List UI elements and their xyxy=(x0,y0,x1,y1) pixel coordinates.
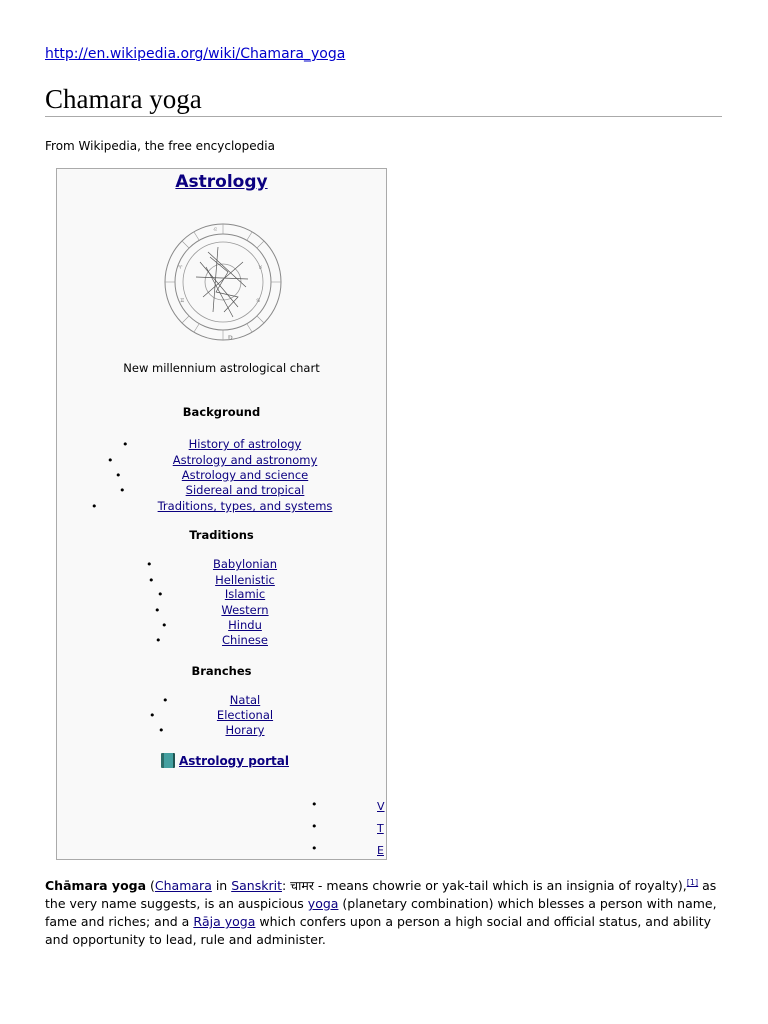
bullet: • xyxy=(146,558,153,571)
section-heading-traditions: Traditions xyxy=(189,528,254,542)
nav-view-link[interactable]: V xyxy=(377,800,385,813)
reference-link[interactable]: [1] xyxy=(686,877,699,887)
bullet: • xyxy=(107,454,114,467)
link-electional[interactable]: Electional xyxy=(216,708,274,722)
bullet: • xyxy=(161,619,168,632)
link-hellenistic[interactable]: Hellenistic xyxy=(215,573,275,587)
page-tagline: From Wikipedia, the free encyclopedia xyxy=(45,139,275,153)
article-text: ( xyxy=(146,878,155,893)
bullet: • xyxy=(311,798,318,811)
link-natal[interactable]: Natal xyxy=(229,693,261,707)
bullet: • xyxy=(162,694,169,707)
bullet: • xyxy=(311,820,318,833)
link-yoga[interactable]: yoga xyxy=(307,896,339,911)
svg-text:♊: ♊ xyxy=(180,298,185,304)
svg-text:♋: ♋ xyxy=(256,298,261,304)
book-icon xyxy=(161,753,175,768)
astrology-infobox xyxy=(56,168,387,860)
link-western[interactable]: Western xyxy=(221,603,269,617)
infobox-caption: New millennium astrological chart xyxy=(123,361,320,375)
bullet: • xyxy=(119,484,126,497)
infobox-title-link[interactable]: Astrology xyxy=(175,172,268,192)
nav-talk-link[interactable]: T xyxy=(377,822,384,835)
bullet: • xyxy=(154,604,161,617)
link-chamara[interactable]: Chamara xyxy=(154,878,212,893)
page-title: Chamara yoga xyxy=(45,84,722,117)
article-text: (planetary combination) which blesses a person with name, fame and riches; and a xyxy=(45,896,717,929)
bullet: • xyxy=(115,469,122,482)
svg-text:♉: ♉ xyxy=(258,265,263,271)
astrology-portal-link[interactable]: Astrology portal xyxy=(179,753,289,768)
link-sidereal-and-tropical[interactable]: Sidereal and tropical xyxy=(185,483,305,497)
bullet: • xyxy=(122,438,129,451)
link-astrology-and-science[interactable]: Astrology and science xyxy=(181,468,309,482)
article-text: in xyxy=(211,878,232,893)
link-babylonian[interactable]: Babylonian xyxy=(212,557,278,571)
link-hindu[interactable]: Hindu xyxy=(228,618,262,632)
link-chinese[interactable]: Chinese xyxy=(222,633,268,647)
link-horary[interactable]: Horary xyxy=(225,723,265,737)
link-history-of-astrology[interactable]: History of astrology xyxy=(188,437,302,451)
article-text: as the very name suggests, is an auspicious xyxy=(45,878,717,911)
svg-text:♌: ♌ xyxy=(213,227,218,233)
link-astrology-and-astronomy[interactable]: Astrology and astronomy xyxy=(172,453,318,467)
source-url-link[interactable]: http://en.wikipedia.org/wiki/Chamara_yoga xyxy=(45,46,346,62)
article-text: : चामर - means chowrie or yak-tail which is an insignia of royalty), xyxy=(281,878,687,893)
bullet: • xyxy=(148,574,155,587)
infobox-title xyxy=(57,172,386,192)
bullet: • xyxy=(158,724,165,737)
article-text: which confers upon a person a high social and official status, and ability and opportunity to lead, rule and administer. xyxy=(45,914,712,947)
link-raja-yoga[interactable]: Rāja yoga xyxy=(193,914,256,929)
bullet: • xyxy=(91,500,98,513)
section-heading-background: Background xyxy=(182,405,261,419)
link-traditions-types-systems[interactable]: Traditions, types, and systems xyxy=(157,499,333,513)
article-term: Chāmara yoga xyxy=(45,878,147,893)
article-paragraph xyxy=(45,877,722,949)
bullet: • xyxy=(311,842,318,855)
section-heading-branches: Branches xyxy=(191,664,252,678)
svg-text:♍: ♍ xyxy=(228,335,233,341)
astrology-portal xyxy=(161,753,289,768)
svg-text:♈: ♈ xyxy=(178,265,183,271)
link-islamic[interactable]: Islamic xyxy=(224,587,266,601)
astrological-chart-icon xyxy=(158,217,288,347)
bullet: • xyxy=(149,709,156,722)
bullet: • xyxy=(155,634,162,647)
link-sanskrit[interactable]: Sanskrit xyxy=(231,878,282,893)
bullet: • xyxy=(157,588,164,601)
nav-edit-link[interactable]: E xyxy=(377,844,384,857)
